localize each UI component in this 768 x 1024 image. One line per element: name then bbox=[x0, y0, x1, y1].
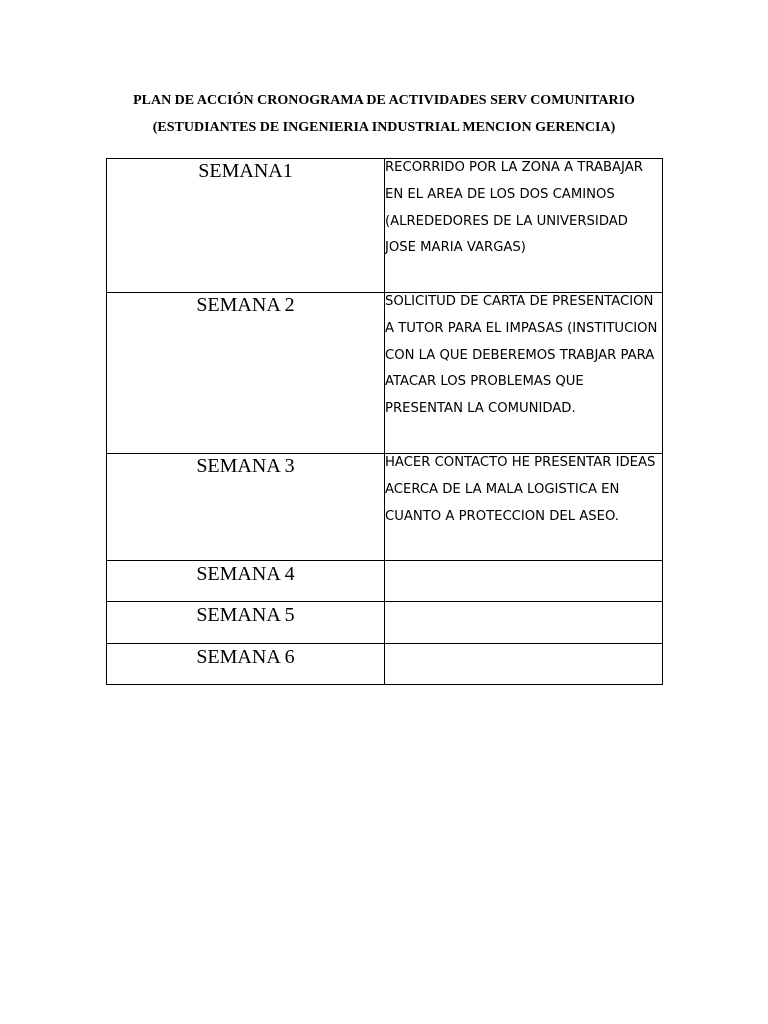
week-cell: SEMANA1 bbox=[107, 159, 385, 293]
activity-text: RECORRIDO POR LA ZONA A TRABAJAR EN EL AREA DE LOS DOS CAMINOS (ALREDEDORES DE LA UNIVERSIDAD JOSE MARIA VARGAS) bbox=[385, 160, 643, 256]
schedule-table bbox=[106, 158, 663, 685]
table-row bbox=[107, 293, 663, 454]
activity-cell bbox=[385, 561, 663, 602]
activity-cell bbox=[385, 454, 663, 561]
table-row bbox=[107, 644, 663, 685]
week-cell: SEMANA 4 bbox=[107, 561, 385, 602]
table-row bbox=[107, 602, 663, 644]
week-cell: SEMANA 6 bbox=[107, 644, 385, 685]
table-row bbox=[107, 454, 663, 561]
week-cell: SEMANA 3 bbox=[107, 454, 385, 561]
activity-cell bbox=[385, 293, 663, 454]
activity-text: SOLICITUD DE CARTA DE PRESENTACION A TUTOR PARA EL IMPASAS (INSTITUCION CON LA QUE DEBEREMOS TRABJAR PARA ATACAR LOS PROBLEMAS QUE PRESENTAN LA COMUNIDAD. bbox=[385, 294, 658, 417]
document-subtitle: (ESTUDIANTES DE INGENIERIA INDUSTRIAL MENCION GERENCIA) bbox=[152, 120, 616, 135]
week-cell: SEMANA 2 bbox=[107, 293, 385, 454]
activity-text: HACER CONTACTO HE PRESENTAR IDEAS ACERCA DE LA MALA LOGISTICA EN CUANTO A PROTECCION DEL ASEO. bbox=[385, 455, 656, 524]
table-row bbox=[107, 561, 663, 602]
activity-cell bbox=[385, 159, 663, 293]
document-title: PLAN DE ACCIÓN CRONOGRAMA DE ACTIVIDADES SERV COMUNITARIO bbox=[133, 93, 635, 108]
activity-cell bbox=[385, 602, 663, 644]
week-cell: SEMANA 5 bbox=[107, 602, 385, 644]
activity-cell bbox=[385, 644, 663, 685]
table-row bbox=[107, 159, 663, 293]
